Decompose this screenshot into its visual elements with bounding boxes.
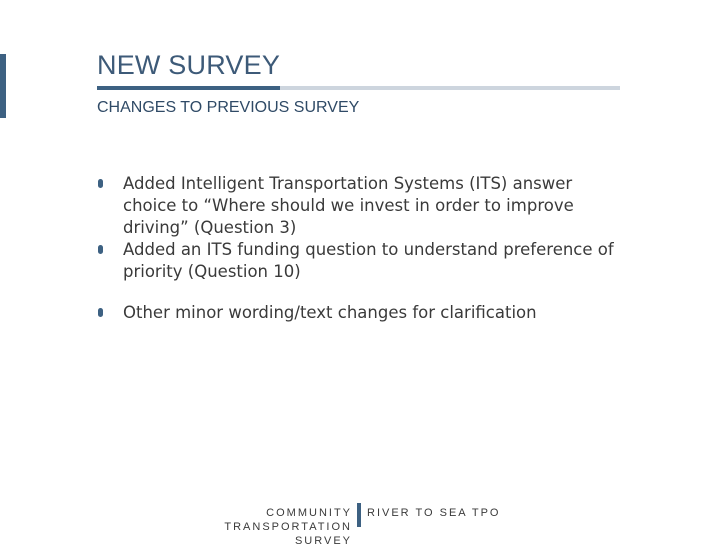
footer-survey-name-line2: SURVEY — [294, 535, 352, 547]
bullet-icon — [98, 245, 103, 254]
slide-title: NEW SURVEY — [97, 50, 281, 80]
bullet-item — [96, 173, 616, 239]
bullet-icon — [98, 308, 103, 317]
title-underline-light — [280, 86, 620, 90]
bullet-list — [96, 173, 616, 324]
left-accent-bar — [0, 54, 6, 118]
bullet-text: Added an ITS funding question to understand preference of priority (Question 10) — [123, 240, 614, 281]
footer-survey-name-line1: COMMUNITY TRANSPORTATION — [224, 507, 352, 533]
footer-organization: RIVER TO SEA TPO — [367, 507, 501, 519]
bullet-text: Added Intelligent Transportation Systems (ITS) answer choice to “Where should we invest in order to improve driving” (Question 3) — [123, 174, 574, 237]
bullet-icon — [98, 179, 103, 188]
bullet-item — [96, 302, 616, 324]
bullet-item — [96, 239, 616, 283]
bullet-text: Other minor wording/text changes for clarification — [123, 303, 537, 322]
title-underline-dark — [97, 86, 280, 90]
slide-subtitle: CHANGES TO PREVIOUS SURVEY — [97, 99, 360, 116]
footer-divider — [357, 503, 361, 527]
footer-survey-name — [140, 506, 352, 548]
